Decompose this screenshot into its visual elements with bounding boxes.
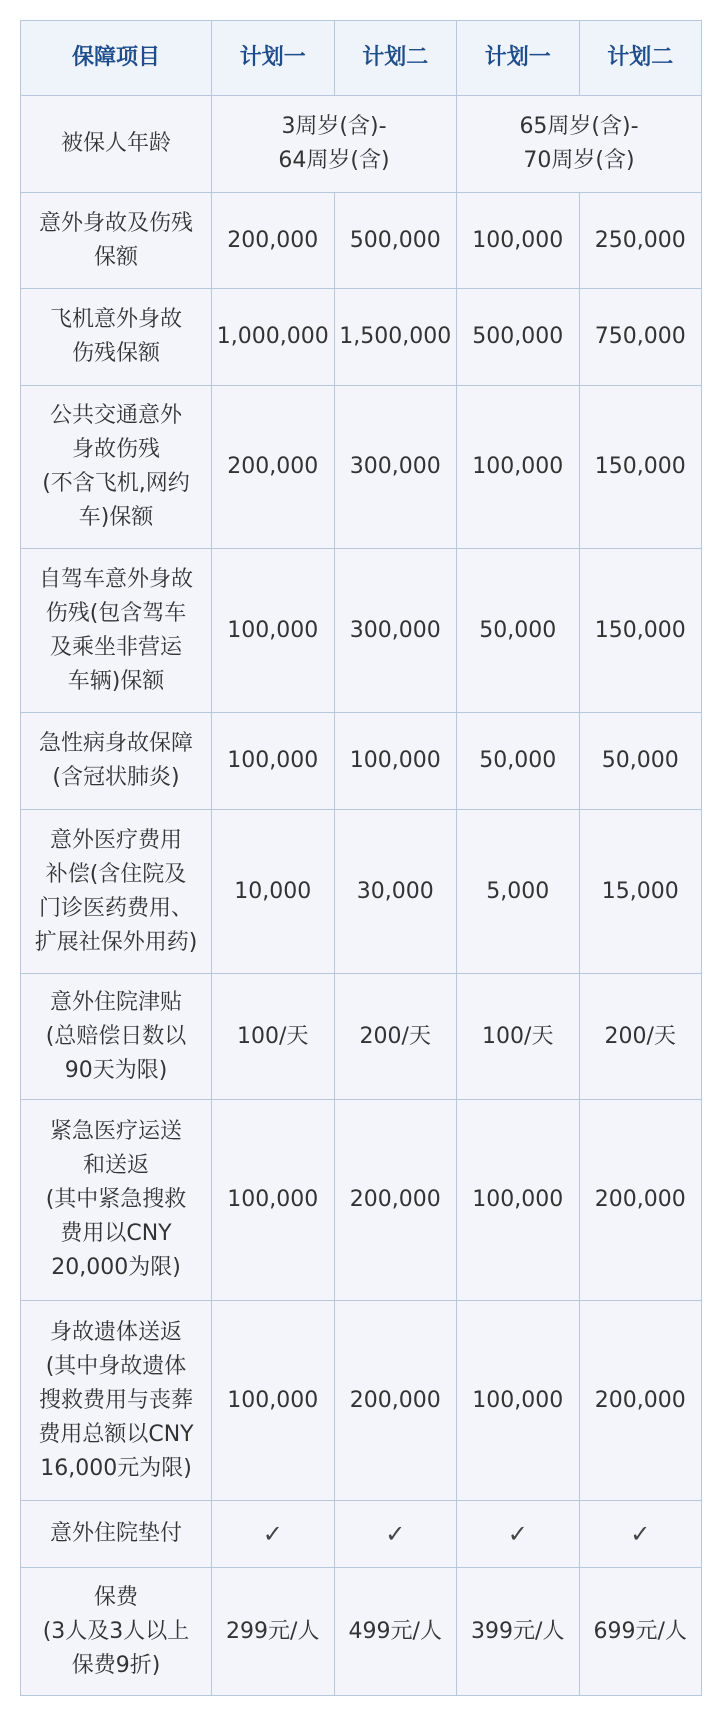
- row-label: 意外医疗费用 补偿(含住院及 门诊医药费用、 扩展社保外用药): [21, 810, 212, 974]
- table-row: [21, 810, 702, 974]
- cell-value: 50,000: [579, 713, 702, 810]
- cell-value: 100,000: [212, 1301, 335, 1501]
- check-icon: ✓: [457, 1501, 580, 1568]
- cell-value: 200,000: [334, 1100, 457, 1301]
- age-row: [21, 96, 702, 193]
- cell-value: 100,000: [457, 193, 580, 289]
- cell-value: 200,000: [212, 193, 335, 289]
- cell-value: 100,000: [457, 1100, 580, 1301]
- header-plan-2-young: 计划二: [334, 21, 457, 96]
- cell-value: 15,000: [579, 810, 702, 974]
- row-label: 意外身故及伤残 保额: [21, 193, 212, 289]
- coverage-table-container: [20, 20, 701, 1696]
- check-icon: ✓: [212, 1501, 335, 1568]
- cell-value: 50,000: [457, 549, 580, 713]
- age-row-label: 被保人年龄: [21, 96, 212, 193]
- cell-value: 300,000: [334, 549, 457, 713]
- cell-value: 200,000: [579, 1100, 702, 1301]
- age-group-young: 3周岁(含)- 64周岁(含): [212, 96, 457, 193]
- row-label: 飞机意外身故 伤残保额: [21, 289, 212, 386]
- age-group-senior: 65周岁(含)- 70周岁(含): [457, 96, 702, 193]
- cell-value: 1,000,000: [212, 289, 335, 386]
- cell-value: 500,000: [334, 193, 457, 289]
- row-label: 身故遗体送返 (其中身故遗体 搜救费用与丧葬 费用总额以CNY 16,000元为限): [21, 1301, 212, 1501]
- header-plan-1-senior: 计划一: [457, 21, 580, 96]
- table-row: [21, 549, 702, 713]
- header-row: [21, 21, 702, 96]
- cell-value: 499元/人: [334, 1568, 457, 1696]
- cell-value: 100,000: [212, 713, 335, 810]
- cell-value: 100/天: [457, 974, 580, 1100]
- row-label: 意外住院津贴 (总赔偿日数以 90天为限): [21, 974, 212, 1100]
- row-label: 紧急医疗运送 和送返 (其中紧急搜救 费用以CNY 20,000为限): [21, 1100, 212, 1301]
- cell-value: 10,000: [212, 810, 335, 974]
- cell-value: 200,000: [334, 1301, 457, 1501]
- table-row: [21, 386, 702, 549]
- header-coverage-item: 保障项目: [21, 21, 212, 96]
- row-label: 自驾车意外身故 伤残(包含驾车 及乘坐非营运 车辆)保额: [21, 549, 212, 713]
- table-row: [21, 193, 702, 289]
- cell-value: 500,000: [457, 289, 580, 386]
- check-icon: ✓: [334, 1501, 457, 1568]
- cell-value: 200,000: [212, 386, 335, 549]
- cell-value: 100,000: [212, 549, 335, 713]
- table-row: [21, 289, 702, 386]
- row-label: 公共交通意外 身故伤残 (不含飞机,网约 车)保额: [21, 386, 212, 549]
- cell-value: 100,000: [212, 1100, 335, 1301]
- cell-value: 299元/人: [212, 1568, 335, 1696]
- cell-value: 50,000: [457, 713, 580, 810]
- table-row: [21, 1301, 702, 1501]
- table-row: [21, 1568, 702, 1696]
- table-row: [21, 713, 702, 810]
- cell-value: 200/天: [334, 974, 457, 1100]
- cell-value: 100,000: [334, 713, 457, 810]
- cell-value: 150,000: [579, 549, 702, 713]
- check-icon: ✓: [579, 1501, 702, 1568]
- header-plan-1-young: 计划一: [212, 21, 335, 96]
- coverage-table: [20, 20, 702, 1696]
- cell-value: 30,000: [334, 810, 457, 974]
- cell-value: 100,000: [457, 1301, 580, 1501]
- cell-value: 1,500,000: [334, 289, 457, 386]
- cell-value: 100/天: [212, 974, 335, 1100]
- cell-value: 399元/人: [457, 1568, 580, 1696]
- cell-value: 200/天: [579, 974, 702, 1100]
- row-label: 急性病身故保障 (含冠状肺炎): [21, 713, 212, 810]
- table-row: [21, 974, 702, 1100]
- cell-value: 300,000: [334, 386, 457, 549]
- row-label: 意外住院垫付: [21, 1501, 212, 1568]
- table-row: [21, 1100, 702, 1301]
- header-plan-2-senior: 计划二: [579, 21, 702, 96]
- table-row: [21, 1501, 702, 1568]
- cell-value: 750,000: [579, 289, 702, 386]
- row-label: 保费 (3人及3人以上 保费9折): [21, 1568, 212, 1696]
- cell-value: 200,000: [579, 1301, 702, 1501]
- cell-value: 100,000: [457, 386, 580, 549]
- cell-value: 150,000: [579, 386, 702, 549]
- cell-value: 5,000: [457, 810, 580, 974]
- cell-value: 699元/人: [579, 1568, 702, 1696]
- cell-value: 250,000: [579, 193, 702, 289]
